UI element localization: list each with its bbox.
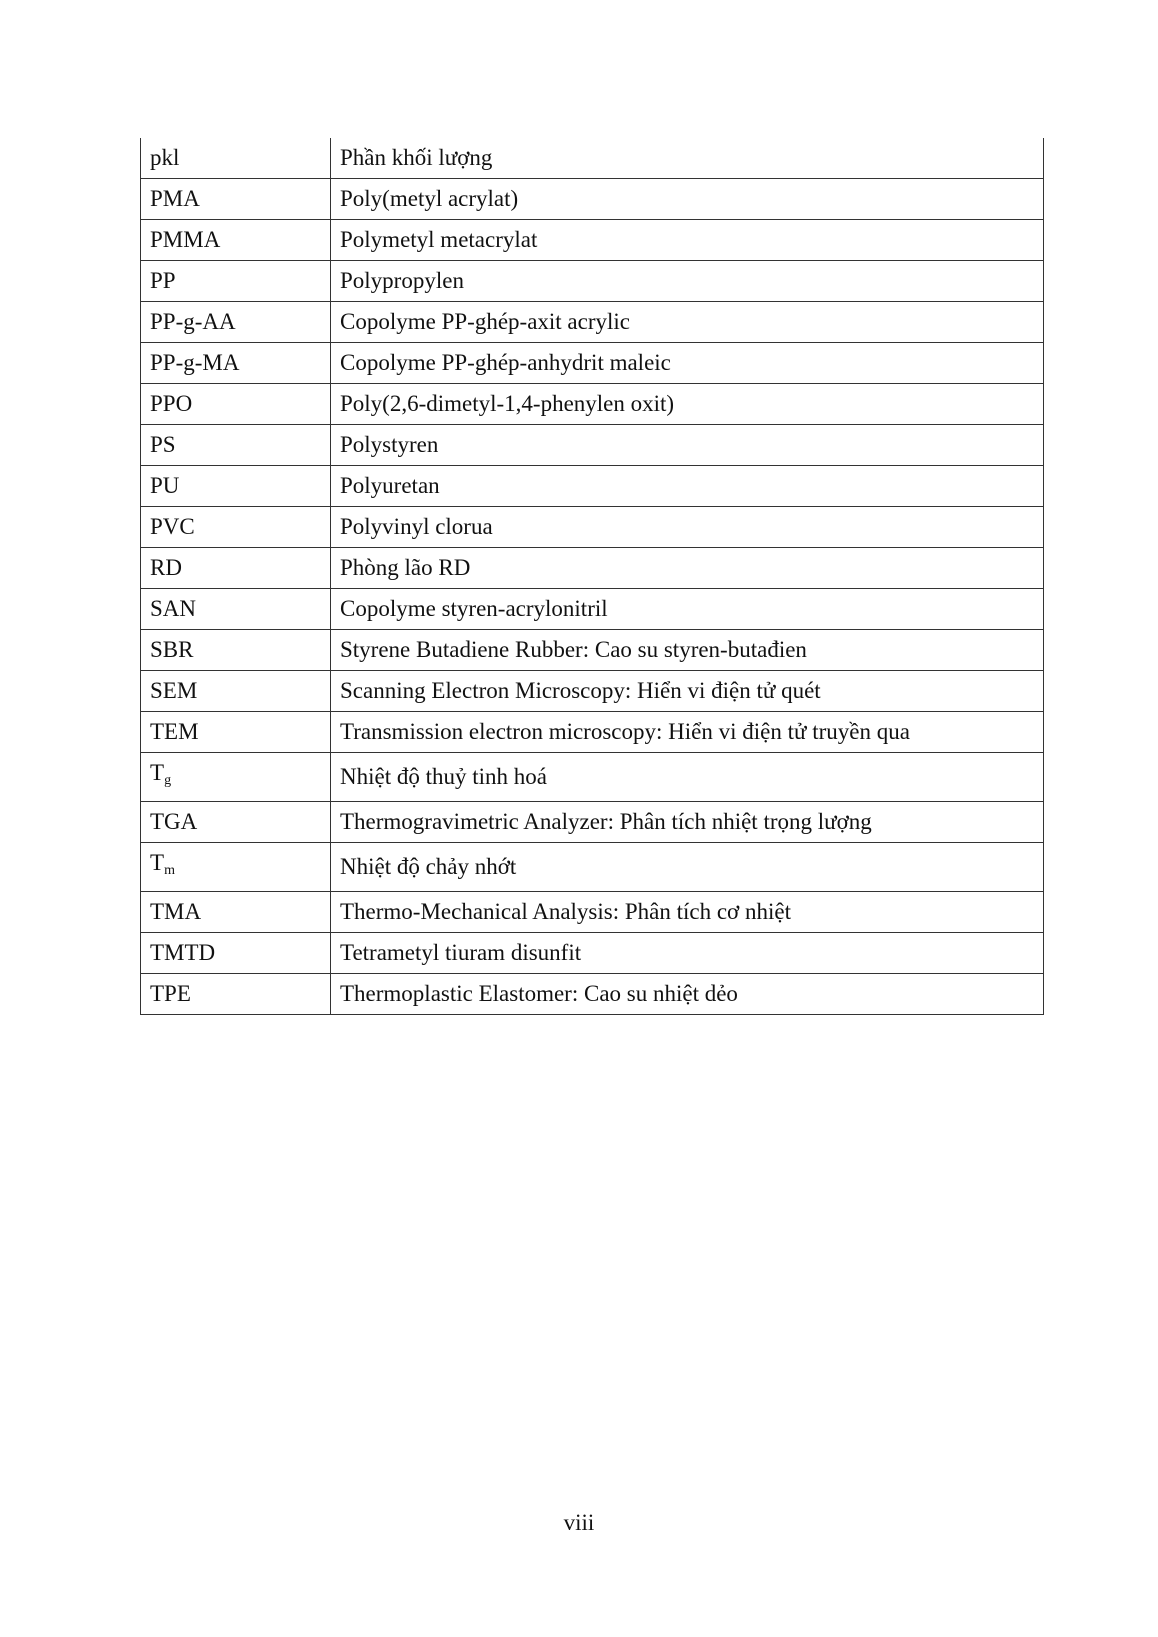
abbreviation-cell: SBR [141,630,331,671]
meaning-cell: Thermo-Mechanical Analysis: Phân tích cơ nhiệt [331,892,1044,933]
abbreviation-cell: SEM [141,671,331,712]
abbreviation-subscript: m [164,863,175,878]
meaning-cell: Polystyren [331,425,1044,466]
meaning-cell: Phòng lão RD [331,548,1044,589]
table-row [141,712,1044,753]
meaning-cell: Nhiệt độ thuỷ tinh hoá [331,753,1044,802]
abbreviation-cell: PP-g-MA [141,343,331,384]
meaning-cell: Transmission electron microscopy: Hiển vi điện tử truyền qua [331,712,1044,753]
abbreviation-cell: RD [141,548,331,589]
meaning-cell: Polypropylen [331,261,1044,302]
page-number: viii [563,1510,595,1535]
table-row [141,753,1044,802]
table-row [141,384,1044,425]
meaning-cell: Polymetyl metacrylat [331,220,1044,261]
table-row [141,933,1044,974]
table-row [141,507,1044,548]
abbreviation-cell [141,843,331,892]
table-row [141,343,1044,384]
meaning-cell: Scanning Electron Microscopy: Hiển vi điện tử quét [331,671,1044,712]
meaning-cell: Tetrametyl tiuram disunfit [331,933,1044,974]
table-row [141,589,1044,630]
meaning-cell: Styrene Butadiene Rubber: Cao su styren-butađien [331,630,1044,671]
abbreviation-cell: TMA [141,892,331,933]
abbreviation-cell [141,753,331,802]
table-row [141,630,1044,671]
abbreviation-cell: TGA [141,802,331,843]
abbreviation-cell: TPE [141,974,331,1015]
table-row [141,179,1044,220]
meaning-cell: Nhiệt độ chảy nhớt [331,843,1044,892]
meaning-cell: Polyvinyl clorua [331,507,1044,548]
meaning-cell: Copolyme styren-acrylonitril [331,589,1044,630]
table-row [141,843,1044,892]
meaning-cell: Poly(metyl acrylat) [331,179,1044,220]
table-row [141,466,1044,507]
abbreviation-cell: PP [141,261,331,302]
abbreviation-cell: SAN [141,589,331,630]
abbreviation-cell: PP-g-AA [141,302,331,343]
meaning-cell: Copolyme PP-ghép-axit acrylic [331,302,1044,343]
abbreviation-cell: PS [141,425,331,466]
meaning-cell: Polyuretan [331,466,1044,507]
meaning-cell: Thermoplastic Elastomer: Cao su nhiệt dẻo [331,974,1044,1015]
table-row [141,425,1044,466]
table-row [141,671,1044,712]
meaning-cell: Poly(2,6-dimetyl-1,4-phenylen oxit) [331,384,1044,425]
meaning-cell: Phần khối lượng [331,138,1044,179]
abbreviation-cell: TEM [141,712,331,753]
abbreviation-table [140,138,1044,1015]
meaning-cell: Thermogravimetric Analyzer: Phân tích nhiệt trọng lượng [331,802,1044,843]
abbreviation-cell: pkl [141,138,331,179]
meaning-cell: Copolyme PP-ghép-anhydrit maleic [331,343,1044,384]
abbreviation-subscript: g [164,773,172,788]
table-row [141,220,1044,261]
table-row [141,548,1044,589]
abbreviation-cell: PU [141,466,331,507]
table-row [141,138,1044,179]
table-row [141,302,1044,343]
abbreviation-cell: PMMA [141,220,331,261]
abbreviation-cell: PVC [141,507,331,548]
table-row [141,261,1044,302]
table-row [141,892,1044,933]
table-row [141,802,1044,843]
table-row [141,974,1044,1015]
abbreviation-symbol: T [150,850,165,875]
abbreviation-cell: TMTD [141,933,331,974]
abbreviation-cell: PMA [141,179,331,220]
abbreviation-cell: PPO [141,384,331,425]
abbreviation-symbol: T [150,760,165,785]
